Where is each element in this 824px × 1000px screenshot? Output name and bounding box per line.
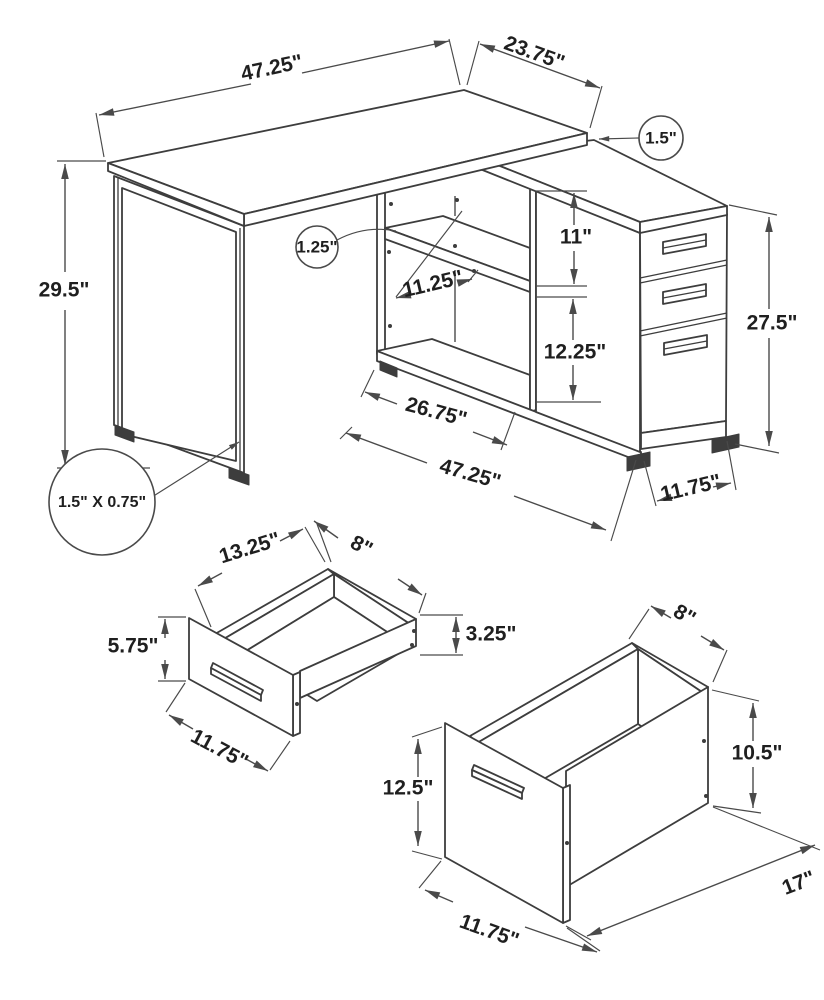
shelf-unit-width-label: 26.75" xyxy=(403,392,470,432)
desktop-thickness-label: 1.5" xyxy=(645,128,677,148)
small-drawer-box-height-label: 3.25" xyxy=(465,622,517,646)
dim-small-drawer-box-height xyxy=(420,615,516,655)
dim-file-drawer-box-height xyxy=(712,690,782,813)
lower-opening-label: 12.25" xyxy=(543,340,607,364)
desk-assembly-view xyxy=(39,32,798,555)
file-drawer-front-width-label: 11.75" xyxy=(456,909,523,953)
shelf-depth-label: 11.25" xyxy=(400,265,466,303)
small-drawer-length-label: 13.25" xyxy=(216,527,283,569)
dim-overall-length xyxy=(340,427,636,541)
pedestal-width-label: 11.75" xyxy=(658,469,724,507)
file-drawer-box xyxy=(445,643,708,923)
upper-opening-label: 11" xyxy=(559,225,593,249)
leg-inner-frame xyxy=(122,188,236,461)
file-drawer-front-edge xyxy=(563,785,570,923)
desktop-depth-label: 23.75" xyxy=(501,31,568,75)
leg-tube-label: 1.5" X 0.75" xyxy=(57,494,147,512)
small-drawer-front-width-label: 11.75" xyxy=(186,724,252,774)
file-drawer-width-label: 8" xyxy=(669,599,700,631)
desktop-length-label: 47.25" xyxy=(238,50,305,86)
small-drawer-front-height-label: 5.75" xyxy=(107,634,159,658)
dim-file-drawer-front-height xyxy=(383,727,442,859)
shelf-left-wall xyxy=(377,188,385,354)
metal-sled-leg xyxy=(114,176,249,485)
small-drawer-width-label: 8" xyxy=(346,530,377,562)
file-drawer-front-height-label: 12.5" xyxy=(382,776,434,800)
dim-pedestal-height xyxy=(729,205,797,453)
dim-small-drawer-front-height xyxy=(108,617,186,681)
overall-length-label: 47.25" xyxy=(437,454,504,494)
pedestal-height-label: 27.5" xyxy=(746,311,798,335)
shelf-bottom-face xyxy=(377,339,530,410)
desk-height-label: 29.5" xyxy=(38,278,90,302)
shelf-thickness-label: 1.25" xyxy=(296,237,338,257)
file-drawer-length-label: 17" xyxy=(778,866,819,900)
file-drawer-view xyxy=(383,600,820,953)
small-drawer-box xyxy=(189,569,416,736)
file-drawer-box-height-label: 10.5" xyxy=(731,741,783,765)
